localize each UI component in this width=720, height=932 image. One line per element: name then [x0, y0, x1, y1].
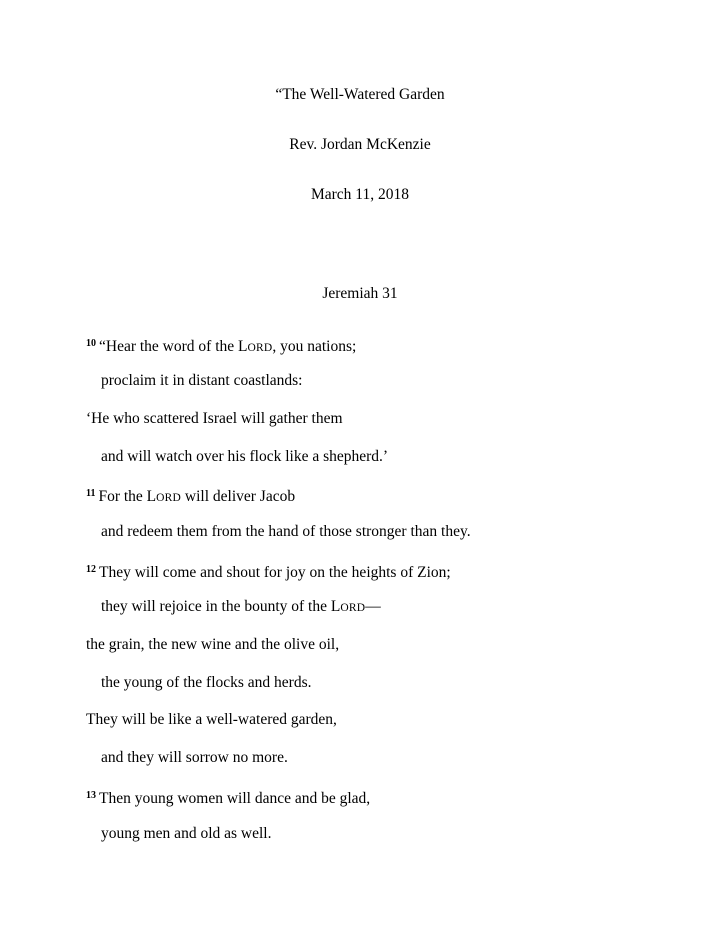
verse-line: and redeem them from the hand of those stronger than they. [101, 523, 471, 540]
verse-text: will deliver Jacob [181, 488, 296, 505]
small-caps-text: ORD [156, 492, 182, 504]
verse-line-11 [86, 485, 295, 507]
verse-text: Then young women will dance and be glad, [99, 790, 371, 807]
verse-text: “Hear the word of the L [99, 338, 248, 355]
verse-text: They will come and shout for joy on the heights of Zion; [99, 564, 451, 581]
verse-number: 11 [86, 488, 96, 499]
verse-line: and they will sorrow no more. [101, 749, 288, 766]
verse-text: For the L [98, 488, 157, 505]
author-name: Rev. Jordan McKenzie [289, 136, 431, 153]
verse-line: proclaim it in distant coastlands: [101, 372, 303, 389]
verse-line: young men and old as well. [101, 825, 272, 842]
verse-line: ‘He who scattered Israel will gather them [86, 410, 343, 427]
scripture-reference: Jeremiah 31 [322, 285, 398, 302]
small-caps-text: ORD [247, 342, 273, 354]
sermon-date: March 11, 2018 [310, 186, 409, 203]
sermon-title: “The Well-Watered Garden [275, 86, 445, 103]
verse-text: they will rejoice in the bounty of the L [101, 598, 341, 615]
verse-line [101, 598, 381, 617]
verse-line-13 [86, 787, 370, 808]
small-caps-text: ORD [340, 602, 366, 614]
verse-number: 12 [86, 564, 96, 575]
verse-line-12 [86, 561, 451, 582]
verse-line: They will be like a well-watered garden, [86, 711, 337, 728]
verse-line: the young of the flocks and herds. [101, 674, 312, 691]
verse-text: , you nations; [272, 338, 357, 355]
verse-number: 13 [86, 790, 96, 801]
verse-text: — [365, 598, 381, 615]
verse-line: and will watch over his flock like a shepherd.’ [101, 448, 389, 465]
verse-line-10 [86, 335, 356, 357]
verse-number: 10 [86, 338, 96, 349]
verse-line: the grain, the new wine and the olive oil, [86, 636, 340, 653]
